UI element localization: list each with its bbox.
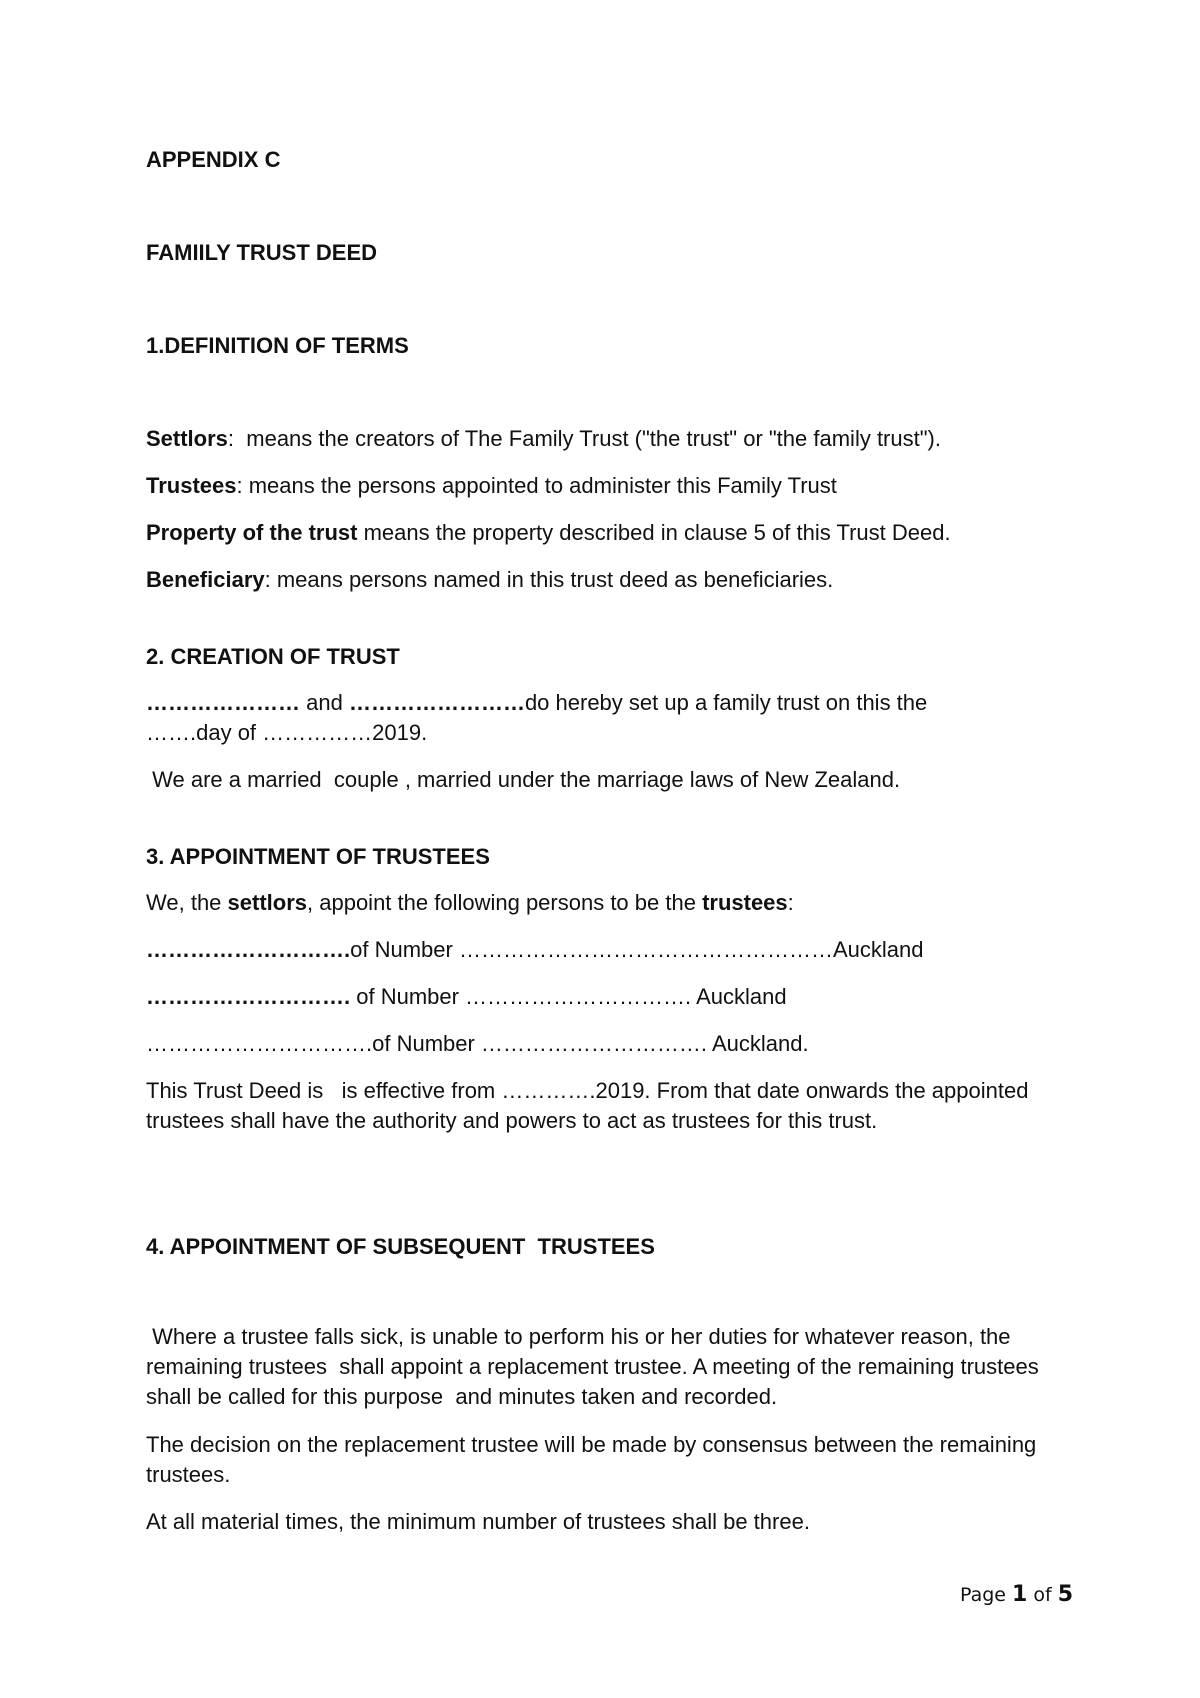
of-label: of bbox=[1027, 1584, 1058, 1606]
section-3-heading: 3. APPOINTMENT OF TRUSTEES bbox=[146, 844, 490, 869]
creation-text: do hereby set up a family trust on this the bbox=[524, 690, 928, 715]
trustee-row-1 bbox=[146, 935, 1066, 965]
definition-text: means the property described in clause 5 of this Trust Deed. bbox=[357, 520, 951, 545]
blank-line: …………………… bbox=[348, 690, 525, 715]
trustee-row-3: ………………………….of Number …………………………. Auckland. bbox=[146, 1031, 809, 1056]
creation-date-line: …….day of ……………2019. bbox=[146, 720, 428, 745]
effective-paragraph: This Trust Deed is is effective from ………….2019. From that date onwards the appointed trustees shall have the authority and powers to act as trustees for this trust. bbox=[146, 1078, 1035, 1133]
trustee-address: of Number ……………………………………………Auckland bbox=[350, 937, 924, 962]
section-4-heading: 4. APPOINTMENT OF SUBSEQUENT TRUSTEES bbox=[146, 1234, 655, 1259]
replacement-paragraph: Where a trustee falls sick, is unable to perform his or her duties for whatever reason, the remaining trustees shall appoint a replacement trustee. A meeting of the remaining trustees shall be called for this purpose and minutes taken and recorded. bbox=[146, 1324, 1045, 1409]
blank-line: ………………………. bbox=[146, 984, 357, 1009]
definition-property bbox=[146, 518, 1066, 548]
trustee-address: of Number …………………………. Auckland bbox=[356, 984, 787, 1009]
consensus-paragraph: The decision on the replacement trustee will be made by consensus between the remaining trustees. bbox=[146, 1432, 1043, 1487]
appendix-label: APPENDIX C bbox=[146, 147, 281, 172]
text-and: and bbox=[300, 690, 349, 715]
minimum-trustees-paragraph: At all material times, the minimum number of trustees shall be three. bbox=[146, 1509, 810, 1534]
blank-line: ………………………. bbox=[146, 937, 351, 962]
married-statement: We are a married couple , married under the marriage laws of New Zealand. bbox=[146, 767, 901, 792]
definition-term: Settlors bbox=[146, 426, 228, 451]
definition-beneficiary bbox=[146, 565, 1066, 595]
intro-settlors: settlors bbox=[227, 890, 308, 915]
page-number bbox=[960, 1582, 1073, 1607]
definition-text: : means persons named in this trust deed as beneficiaries. bbox=[264, 567, 834, 592]
intro-trustees: trustees bbox=[702, 890, 788, 915]
definition-term: Property of the trust bbox=[146, 520, 358, 545]
section-1-heading: 1.DEFINITION OF TERMS bbox=[146, 333, 409, 358]
document-title: FAMIILY TRUST DEED bbox=[146, 240, 378, 265]
trustee-row-2 bbox=[146, 982, 1066, 1012]
appointment-intro bbox=[146, 888, 1066, 918]
definition-settlors bbox=[146, 424, 1066, 454]
definition-term: Trustees bbox=[146, 473, 237, 498]
intro-text: , appoint the following persons to be the bbox=[307, 890, 703, 915]
section-2-heading: 2. CREATION OF TRUST bbox=[146, 644, 400, 669]
definition-trustees bbox=[146, 471, 1066, 501]
intro-text: We, the bbox=[146, 890, 228, 915]
blank-line: ………………… bbox=[146, 690, 300, 715]
intro-text: : bbox=[787, 890, 794, 915]
definition-text: : means the creators of The Family Trust ("the trust" or "the family trust"). bbox=[227, 426, 941, 451]
current-page: 1 bbox=[1012, 1582, 1028, 1607]
definition-term: Beneficiary bbox=[146, 567, 265, 592]
creation-paragraph bbox=[146, 688, 1066, 748]
definition-text: : means the persons appointed to administer this Family Trust bbox=[236, 473, 837, 498]
page-label: Page bbox=[960, 1584, 1013, 1606]
total-pages: 5 bbox=[1057, 1582, 1074, 1607]
